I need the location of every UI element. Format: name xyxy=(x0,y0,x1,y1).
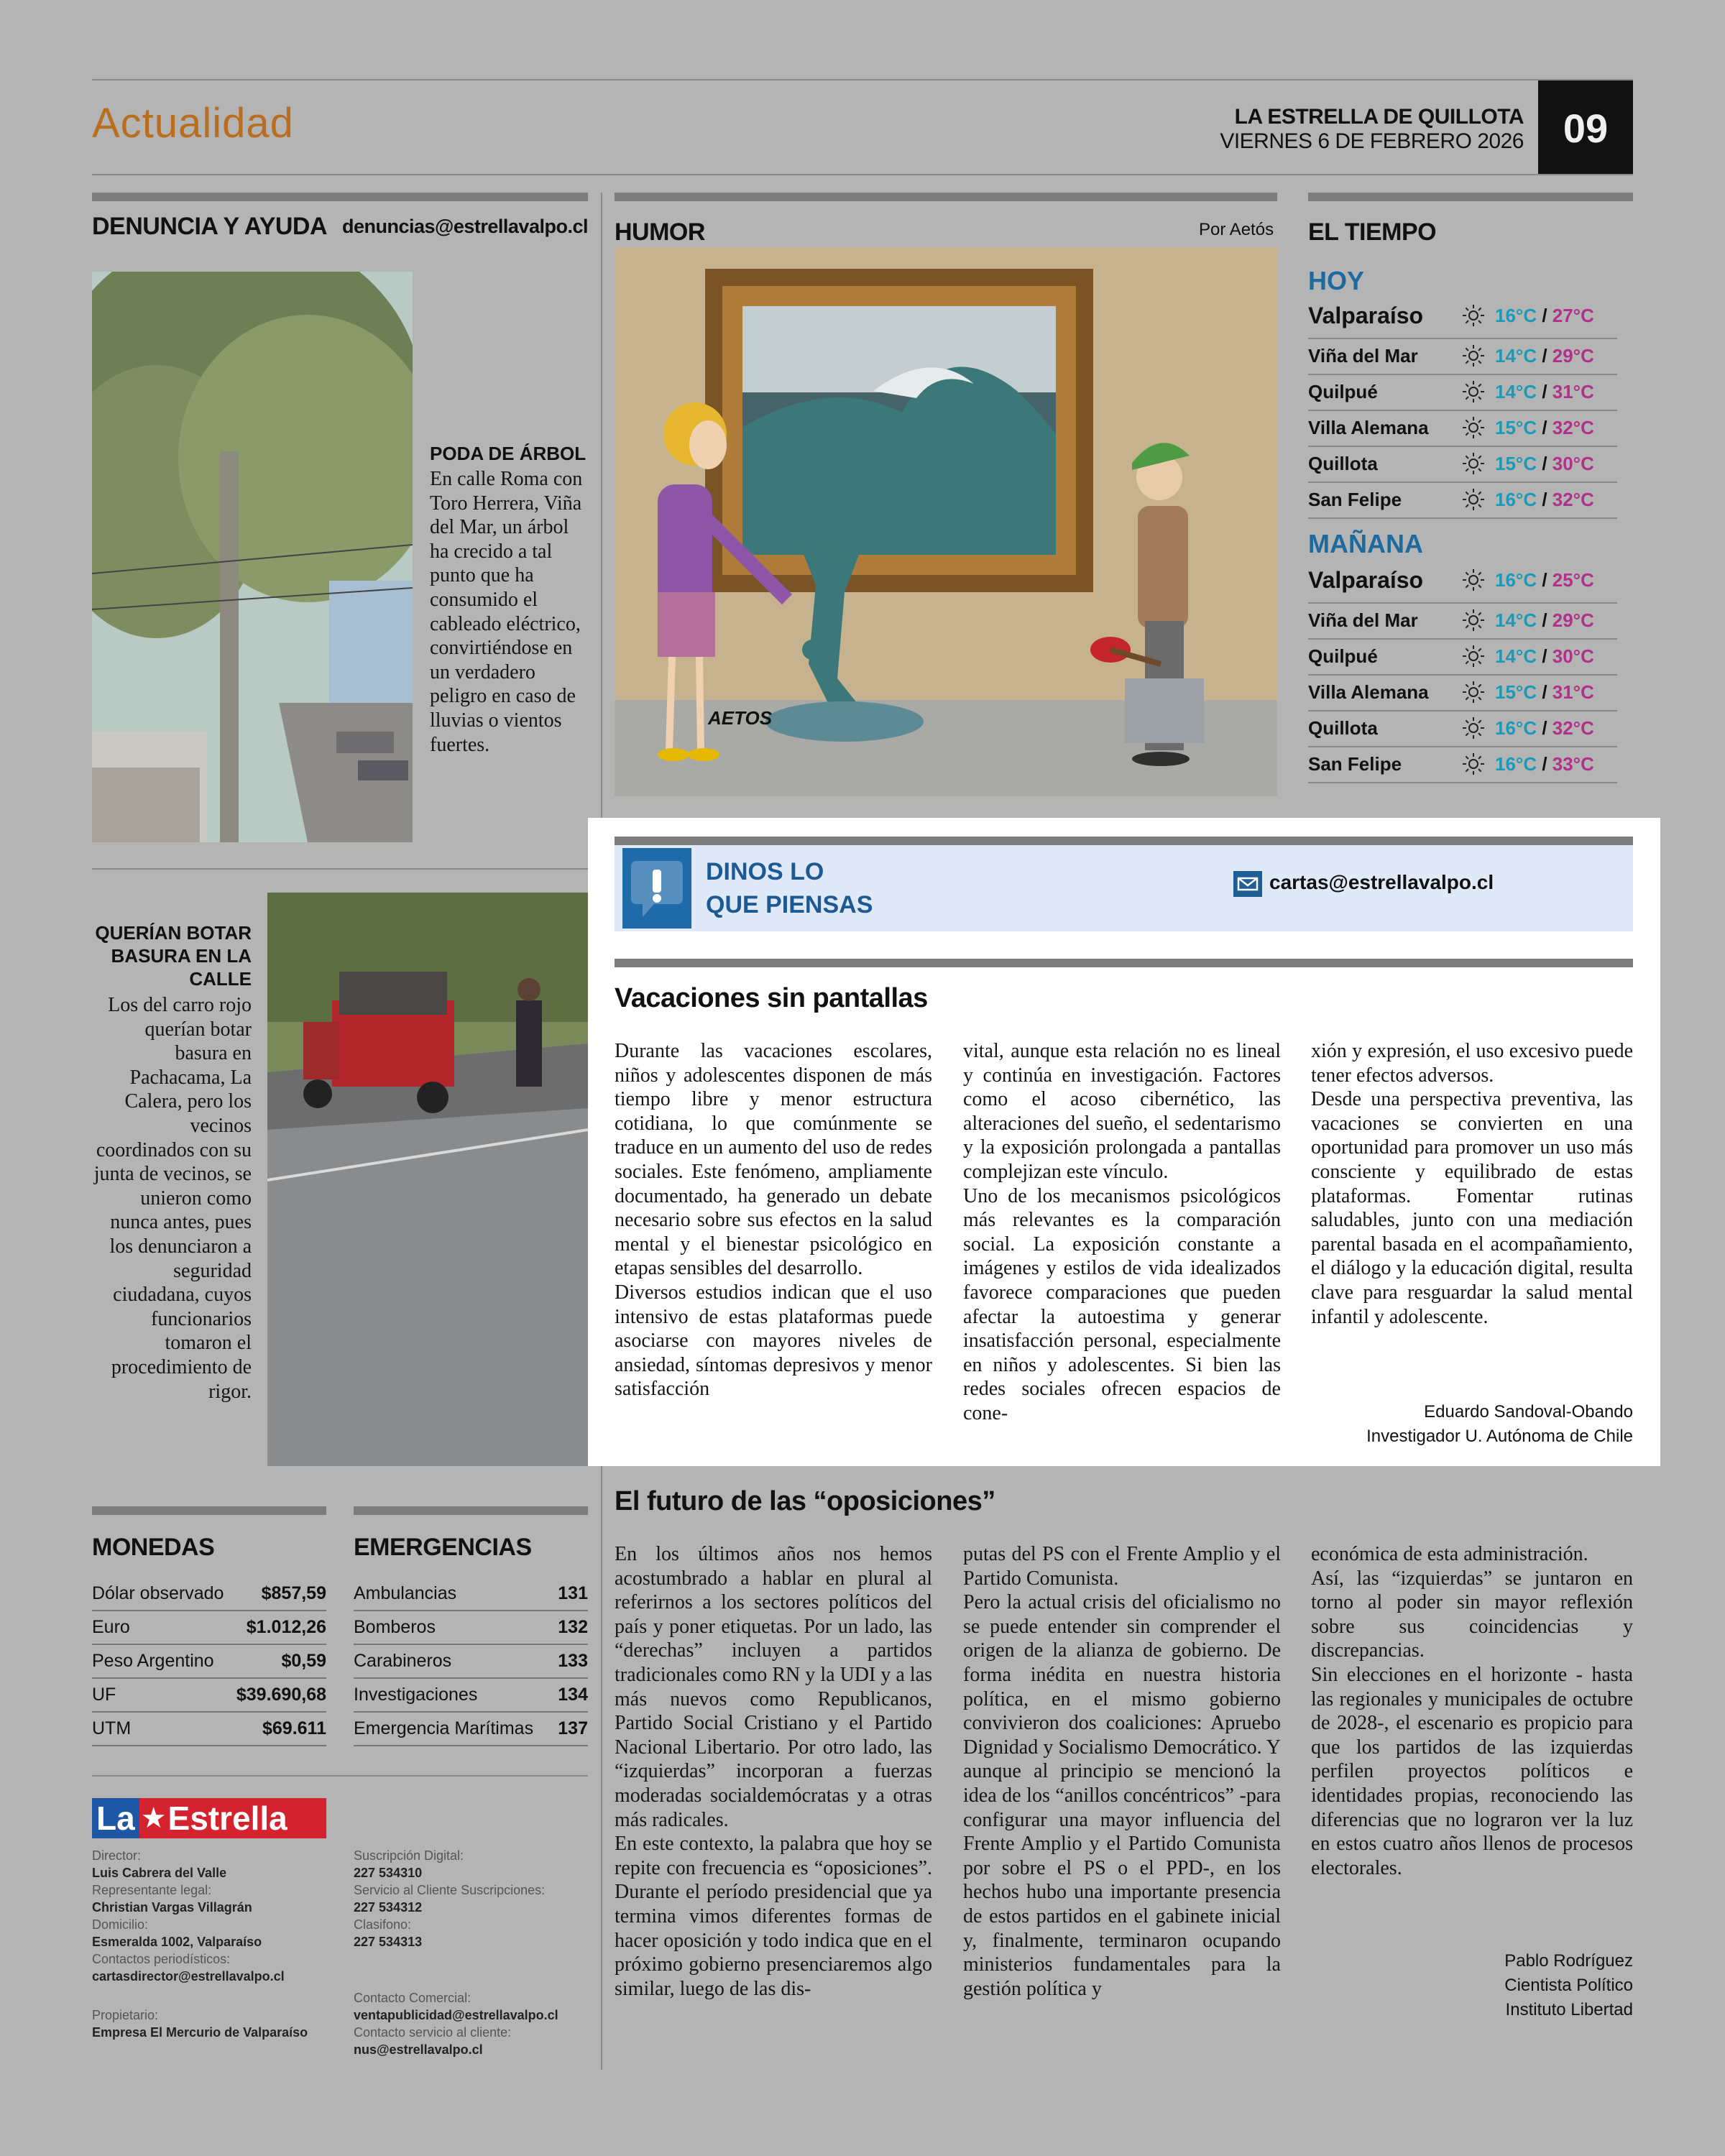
weather-tomorrow-label: MAÑANA xyxy=(1308,529,1423,558)
sun-icon xyxy=(1452,487,1495,512)
emergencias-value: 134 xyxy=(558,1684,588,1705)
emergencias-label: Bomberos xyxy=(354,1616,436,1637)
sun-icon xyxy=(1452,568,1495,592)
article1-col2: vital, aunque esta relación no es lineal y continúa en investigación. Factores como el acoso cibernético, las alteraciones del sueño, el sedentarismo y la exposición prolongada a pantallas complejizan este vínculo. Uno de los mecanismos psicológicos más relevantes es la comparación social. La exposición constante a imágenes y estilos de vida idealizados favorece comparaciones que pueden afectar la autoestima y generar insatisfacción personal, especialmente en niños y adolescentes. Si bien las redes sociales ofrecen espacios de cone- xyxy=(963,1040,1281,1424)
monedas-label: UTM xyxy=(92,1718,132,1738)
weather-temps: 14°C / 29°C xyxy=(1495,344,1594,367)
emergencias-label: Carabineros xyxy=(354,1650,452,1671)
item1-body: En calle Roma con Toro Herrera, Viña del Mar, un árbol ha crecido a tal punto que ha consumido el cableado eléctrico, convirtiéndose en un verdadero peligro en caso de lluvias o vientos fuertes. xyxy=(430,468,583,756)
item1-heading: PODA DE ÁRBOL xyxy=(430,443,586,464)
monedas-value: $0,59 xyxy=(281,1650,326,1671)
emergencias-row xyxy=(354,1644,588,1679)
monedas-row xyxy=(92,1577,326,1611)
monedas-label: Peso Argentino xyxy=(92,1650,214,1671)
weather-title: EL TIEMPO xyxy=(1308,218,1437,246)
sun-icon xyxy=(1452,415,1495,440)
item2-body: Los del carro rojo querían botar basura en Pachacama, La Calera, pero los vecinos coordinados con su junta de vecinos, se unieron como nunca antes, pues los denunciaron a seguridad ciudadana, cuyos funcionarios tomaron el procedimiento de rigor. xyxy=(93,994,252,1403)
star-icon: ★ xyxy=(140,1802,167,1834)
sun-icon xyxy=(1452,752,1495,776)
monedas-row xyxy=(92,1678,326,1713)
monedas-label: UF xyxy=(92,1684,116,1705)
weather-city: Villa Alemana xyxy=(1308,681,1429,703)
weather-today-label: HOY xyxy=(1308,266,1365,295)
denuncia-title: DENUNCIA Y AYUDA xyxy=(92,213,328,240)
emergencias-value: 137 xyxy=(558,1718,588,1738)
monedas-row xyxy=(92,1611,326,1645)
weather-temps: 15°C / 31°C xyxy=(1495,681,1594,703)
page-number: 09 xyxy=(1538,80,1633,175)
monedas-row xyxy=(92,1712,326,1746)
emergencias-row xyxy=(354,1678,588,1713)
cartoon xyxy=(615,247,1277,796)
weather-city: Valparaíso xyxy=(1308,302,1424,328)
monedas-row xyxy=(92,1644,326,1679)
monedas-value: $1.012,26 xyxy=(246,1616,326,1637)
article2-title: El futuro de las “oposiciones” xyxy=(615,1486,995,1516)
weather-row-tomorrow-4 xyxy=(1308,710,1617,747)
newspaper-name: LA ESTRELLA DE QUILLOTA xyxy=(1234,105,1524,129)
sun-icon xyxy=(1452,644,1495,668)
monedas-label: Dólar observado xyxy=(92,1583,224,1603)
article2-col2: putas del PS con el Frente Amplio y el Partido Comunista. Pero la actual crisis del oficialismo no se puede entender sin comprender el origen de la alianza de gobierno. De forma inédita en nuestra historia política, en el mismo gobierno convivieron dos coaliciones: Apruebo Dignidad y Socialismo Democrático. Y aunque al principio se mencionó la idea de los “anillos concéntricos” -para configurar una mayor influencia del Frente Amplio y el Partido Comunista por sobre el PS o el PPD-, en los hechos hubo una importante presencia de estos partidos en el gabinete inicial y, finalmente, terminaron ocupando ministerios fundamentales para la gestión política y xyxy=(963,1543,1281,2000)
weather-city: Quilpué xyxy=(1308,380,1378,402)
weather-temps: 14°C / 31°C xyxy=(1495,380,1594,402)
weather-row-tomorrow-0 xyxy=(1308,558,1617,604)
article1-col3: xión y expresión, el uso excesivo puede tener efectos adversos. Desde una perspectiva preventiva, las vacaciones se convierten en una oportunidad para promover un uso más consciente y equilibrado de estas plataformas. Fomentar rutinas saludables, junto con una mediación parental basada en el acompañamiento, el diálogo y la educación digital, resulta clave para resguardar la salud mental infantil y adolescente. xyxy=(1311,1040,1633,1328)
weather-city: San Felipe xyxy=(1308,752,1402,775)
weather-row-today-5 xyxy=(1308,482,1617,519)
emergencias-label: Emergencia Marítimas xyxy=(354,1718,534,1738)
sun-icon xyxy=(1452,608,1495,632)
item2-heading: QUERÍAN BOTAR BASURA EN LA CALLE xyxy=(95,922,252,990)
weather-city: Quilpué xyxy=(1308,645,1378,667)
masthead-left: Director: Luis Cabrera del Valle Representante legal: Christian Vargas Villagrán Domicilio: Esmeralda 1002, Valparaíso Contactos periodísticos: cartasdirector@estrellavalpo.cl Propietario: Empresa El Mercurio de Valparaíso xyxy=(92,1848,308,2040)
denuncia-email[interactable]: denuncias@estrellavalpo.cl xyxy=(342,216,588,237)
weather-row-tomorrow-3 xyxy=(1308,674,1617,711)
emergencias-title: EMERGENCIAS xyxy=(354,1534,532,1561)
weather-row-today-0 xyxy=(1308,293,1617,339)
weather-city: Quillota xyxy=(1308,452,1378,474)
weather-temps: 14°C / 29°C xyxy=(1495,609,1594,631)
emergencias-label: Ambulancias xyxy=(354,1583,457,1603)
weather-row-today-1 xyxy=(1308,338,1617,375)
weather-row-tomorrow-2 xyxy=(1308,638,1617,676)
weather-city: Quillota xyxy=(1308,717,1378,739)
monedas-value: $69.611 xyxy=(262,1718,326,1738)
sun-icon xyxy=(1452,680,1495,704)
humor-title: HUMOR xyxy=(615,218,705,246)
article2-col3: económica de esta administración. Así, las “izquierdas” se juntaron en torno al poder sin mayor reflexión sobre sus coincidencias y discrepancias. Sin elecciones en el horizonte - hasta las regionales y municipales de octubre de 2028-, el escenario es propicio para que los partidos de las izquierdas perfilen proyectos políticos e identidades propias, reconociendo las diferencias que no lograron ver la luz en estos cuatro años llenos de procesos electorales. xyxy=(1311,1543,1633,1879)
issue-date: VIERNES 6 DE FEBRERO 2026 xyxy=(1220,129,1524,153)
weather-row-today-4 xyxy=(1308,446,1617,483)
tree-photo xyxy=(92,272,413,842)
weather-row-today-2 xyxy=(1308,374,1617,411)
weather-temps: 16°C / 33°C xyxy=(1495,752,1594,775)
exclamation-icon xyxy=(622,848,691,929)
mail-icon xyxy=(1233,871,1262,897)
sun-icon xyxy=(1452,344,1495,368)
emergencias-value: 131 xyxy=(558,1583,588,1603)
sun-icon xyxy=(1452,451,1495,476)
letters-banner-title: DINOS LO QUE PIENSAS xyxy=(706,858,873,918)
cartoon-signature: AETOS xyxy=(708,707,773,729)
letters-email[interactable]: cartas@estrellavalpo.cl xyxy=(1269,871,1494,893)
weather-temps: 16°C / 27°C xyxy=(1495,304,1594,326)
weather-row-today-3 xyxy=(1308,410,1617,447)
emergencias-value: 132 xyxy=(558,1616,588,1637)
emergencias-row xyxy=(354,1577,588,1611)
weather-temps: 15°C / 32°C xyxy=(1495,416,1594,438)
sun-icon xyxy=(1452,303,1495,328)
weather-city: Villa Alemana xyxy=(1308,416,1429,438)
article2-col1: En los últimos años nos hemos acostumbrado a hablar en plural al referirnos a los sectores políticos del país y poner etiquetas. Por un lado, las “derechas” incluyen a partidos tradicionales como RN y la UDI y a las más nuevos como Republicanos, Partido Social Cristiano y el Partido Nacional Libertario. Por otro lado, las “izquierdas” incorporan a fuerzas moderadas socialdemócratas y a otras más radicales. En este contexto, la palabra que hoy se repite con frecuencia es “oposiciones”. Durante el período presidencial que ya termina vimos diferentes formas de hacer oposición y todo indica que en el próximo gobierno presenciaremos algo similar, luego de las dis- xyxy=(615,1543,932,2000)
monedas-value: $39.690,68 xyxy=(236,1684,326,1705)
emergencias-row xyxy=(354,1712,588,1746)
weather-row-tomorrow-5 xyxy=(1308,746,1617,783)
humor-credit: Por Aetós xyxy=(1199,220,1274,239)
weather-temps: 16°C / 32°C xyxy=(1495,717,1594,739)
monedas-label: Euro xyxy=(92,1616,130,1637)
masthead-right: Suscripción Digital: 227 534310 Servicio al Cliente Suscripciones: 227 534312 Clasifono: 227 534313 Contacto Comercial: ventapublicidad@estrellavalpo.cl Contacto servicio al cliente: nus@estrellavalpo.cl xyxy=(354,1848,558,2057)
sun-icon xyxy=(1452,379,1495,404)
article1-col1: Durante las vacaciones escolares, niños y adolescentes disponen de más tiempo libre y menor estructura cotidiana, lo que comúnmente se traduce en un aumento del uso de redes sociales. Este fenómeno, ampliamente documentado, ha generado un debate necesario sobre sus efectos en la salud mental y el bienestar psicológico en etapas sensibles del desarrollo. Diversos estudios indican que el uso intensivo de estas plataformas puede asociarse con mayores niveles de ansiedad, síntomas depresivos y menor satisfacción xyxy=(615,1040,932,1401)
weather-temps: 15°C / 30°C xyxy=(1495,452,1594,474)
weather-temps: 14°C / 30°C xyxy=(1495,645,1594,667)
weather-city: San Felipe xyxy=(1308,488,1402,510)
monedas-value: $857,59 xyxy=(261,1583,326,1603)
emergencias-row xyxy=(354,1611,588,1645)
article1-author: Eduardo Sandoval-Obando Investigador U. Autónoma de Chile xyxy=(1366,1402,1633,1446)
estrella-logo: La ★ Estrella xyxy=(92,1798,326,1838)
weather-temps: 16°C / 32°C xyxy=(1495,488,1594,510)
section-title: Actualidad xyxy=(92,100,294,147)
monedas-title: MONEDAS xyxy=(92,1534,215,1561)
article1-title: Vacaciones sin pantallas xyxy=(615,983,928,1013)
emergencias-value: 133 xyxy=(558,1650,588,1671)
emergencias-label: Investigaciones xyxy=(354,1684,478,1705)
weather-city: Viña del Mar xyxy=(1308,344,1418,367)
weather-row-tomorrow-1 xyxy=(1308,602,1617,640)
weather-city: Valparaíso xyxy=(1308,566,1424,593)
cart-photo xyxy=(267,893,588,1466)
weather-temps: 16°C / 25°C xyxy=(1495,568,1594,591)
article2-author: Pablo Rodríguez Cientista Político Instituto Libertad xyxy=(1504,1951,1633,2019)
weather-city: Viña del Mar xyxy=(1308,609,1418,631)
sun-icon xyxy=(1452,716,1495,740)
